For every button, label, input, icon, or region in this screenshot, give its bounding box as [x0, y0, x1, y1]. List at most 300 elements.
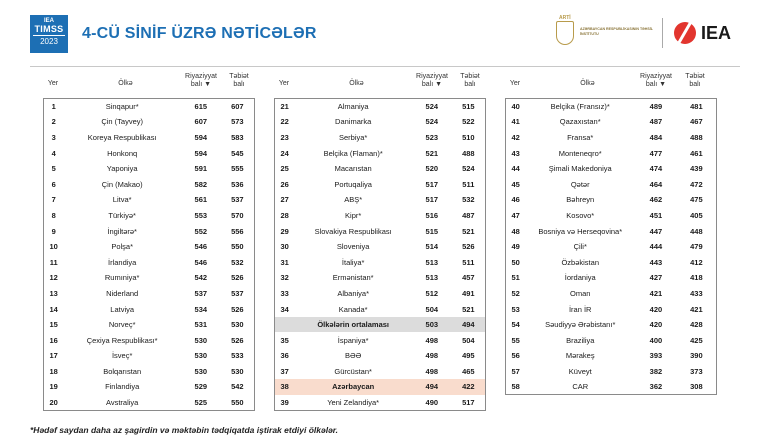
- table-row: [44, 192, 255, 208]
- table-row: [275, 286, 486, 302]
- rank-cell: 35: [280, 335, 289, 345]
- science-score-cell: 532: [231, 257, 244, 267]
- country-cell: İrlandiya: [107, 257, 137, 267]
- rank-cell: 43: [511, 148, 520, 158]
- rank-cell: 52: [511, 288, 520, 298]
- average-row: [275, 317, 486, 333]
- math-score-cell: 594: [194, 148, 208, 158]
- arti-logo-name: ARTİ: [559, 15, 571, 21]
- rank-cell: 33: [280, 288, 289, 298]
- country-cell: CAR: [572, 382, 589, 392]
- country-cell: İsveç*: [111, 351, 133, 361]
- table-row: [275, 301, 486, 317]
- table-row: [275, 239, 486, 255]
- rank-cell: 8: [51, 210, 56, 220]
- table-row: [44, 145, 255, 161]
- science-score-cell: 542: [231, 382, 244, 392]
- science-score-cell: 573: [231, 117, 244, 127]
- country-cell: İngiltərə*: [107, 226, 137, 236]
- science-score-cell: 488: [690, 132, 703, 142]
- table-row: [275, 364, 486, 380]
- table-row: [506, 176, 717, 192]
- math-score-cell: 487: [649, 117, 663, 127]
- science-score-cell: 537: [231, 288, 244, 298]
- math-score-cell: 503: [412, 317, 452, 333]
- table-row: [506, 161, 717, 177]
- science-score-cell: 405: [690, 210, 703, 220]
- math-score-cell: 534: [194, 304, 208, 314]
- country-cell: Latviya: [110, 304, 135, 314]
- rank-cell: 51: [511, 273, 520, 283]
- science-score-cell: 425: [690, 335, 703, 345]
- country-cell: Küveyt: [568, 366, 592, 376]
- header-math: Riyaziyyat balı ▼: [416, 73, 448, 88]
- math-score-cell: 542: [194, 273, 208, 283]
- rank-cell: 30: [280, 242, 289, 252]
- rank-cell: 19: [49, 382, 58, 392]
- science-score-cell: 570: [231, 210, 244, 220]
- country-cell: Sloveniya: [336, 242, 370, 252]
- rank-cell: 39: [280, 397, 289, 407]
- country-cell: Kipr*: [345, 210, 362, 220]
- science-score-cell: 524: [462, 164, 475, 174]
- country-cell: Belçika (Flaman)*: [323, 148, 383, 158]
- timss-logo-iea: IEA: [43, 18, 54, 24]
- math-score-cell: 524: [425, 117, 439, 127]
- science-score-cell: 475: [690, 195, 703, 205]
- science-score-cell: 457: [462, 273, 475, 283]
- science-score-cell: 521: [462, 304, 475, 314]
- country-cell: Avstraliya: [105, 397, 139, 407]
- math-score-cell: 447: [649, 226, 663, 236]
- country-cell: Finlandiya: [105, 382, 140, 392]
- science-score-cell: 550: [231, 242, 244, 252]
- rank-cell: 3: [51, 132, 56, 142]
- math-score-cell: 530: [194, 335, 208, 345]
- science-score-cell: 412: [690, 257, 703, 267]
- math-score-cell: 537: [194, 288, 208, 298]
- table-row: [44, 395, 255, 411]
- table-row: [275, 130, 486, 146]
- math-score-cell: 474: [649, 164, 663, 174]
- math-score-cell: 498: [425, 351, 439, 361]
- rank-cell: 49: [511, 242, 520, 252]
- country-cell: Çexiya Respublikası*: [86, 335, 158, 345]
- header-rank: Yer: [509, 80, 521, 87]
- math-score-cell: 552: [194, 226, 208, 236]
- country-cell: BƏƏ: [345, 351, 362, 361]
- results-table-2: [274, 98, 486, 411]
- math-score-cell: 420: [649, 304, 663, 314]
- country-cell: Rumıniya*: [104, 273, 140, 283]
- table-row: [275, 145, 486, 161]
- rank-cell: 58: [511, 382, 520, 392]
- header-rank: Yer: [278, 80, 290, 87]
- science-score-cell: 487: [462, 210, 475, 220]
- country-cell: Yaponiya: [106, 164, 138, 174]
- math-score-cell: 520: [425, 164, 439, 174]
- table-row: [275, 161, 486, 177]
- rank-cell: 50: [511, 257, 520, 267]
- rank-cell: 57: [511, 366, 520, 376]
- rank-cell: 34: [280, 304, 289, 314]
- rank-cell: 26: [280, 179, 289, 189]
- table-row: [275, 348, 486, 364]
- country-cell: Mərakeş: [565, 351, 595, 361]
- country-cell: Litva*: [112, 195, 132, 205]
- column-headers-3: [505, 73, 717, 95]
- table-row: [275, 192, 486, 208]
- table-row: [44, 208, 255, 224]
- math-score-cell: 591: [194, 164, 208, 174]
- country-cell: Bosniya və Herseqovina*: [538, 226, 623, 236]
- science-score-cell: 511: [462, 179, 475, 189]
- science-score-cell: 491: [462, 288, 475, 298]
- rank-cell: 27: [280, 195, 289, 205]
- rank-cell: [275, 317, 295, 333]
- header-science: Təbiət balı: [229, 73, 249, 88]
- header-country: Ölkə: [118, 80, 133, 87]
- table-row: [275, 395, 486, 411]
- footnote: *Hədəf saydan daha az şagirdin və məktəbin tədqiqatda iştirak etdiyi ölkələr.: [30, 425, 338, 435]
- rank-cell: 42: [511, 132, 520, 142]
- math-score-cell: 443: [649, 257, 663, 267]
- science-score-cell: 308: [690, 382, 703, 392]
- science-score-cell: 461: [690, 148, 703, 158]
- math-score-cell: 561: [194, 195, 208, 205]
- table-row: [506, 379, 717, 395]
- header-math: Riyaziyyat balı ▼: [640, 73, 672, 88]
- country-cell: Türkiyə*: [108, 210, 136, 220]
- rank-cell: 6: [51, 179, 56, 189]
- science-score-cell: 418: [690, 273, 703, 283]
- country-cell: Macarıstan: [334, 164, 372, 174]
- country-cell: Bolqarıstan: [103, 366, 142, 376]
- table-row: [506, 145, 717, 161]
- rank-cell: 31: [280, 257, 289, 267]
- rank-cell: 5: [51, 164, 56, 174]
- country-cell: Fransa*: [567, 132, 594, 142]
- rank-cell: 54: [511, 320, 520, 330]
- science-score-cell: 526: [231, 335, 244, 345]
- rank-cell: 24: [280, 148, 289, 158]
- science-score-cell: 504: [462, 335, 475, 345]
- logo-divider: [662, 18, 663, 48]
- rank-cell: 16: [49, 335, 58, 345]
- rank-cell: 55: [511, 335, 520, 345]
- table-row: [44, 239, 255, 255]
- table-row: [275, 114, 486, 130]
- column-headers-1: [43, 73, 255, 95]
- header-math: Riyaziyyat balı ▼: [185, 73, 217, 88]
- math-score-cell: 477: [649, 148, 663, 158]
- math-score-cell: 382: [649, 366, 663, 376]
- country-cell: Çili*: [573, 242, 587, 252]
- table-row: [275, 99, 486, 115]
- science-score-cell: 467: [690, 117, 703, 127]
- country-cell: Almaniya: [337, 102, 369, 112]
- table-row: [44, 332, 255, 348]
- table-row: [506, 223, 717, 239]
- rank-cell: 23: [280, 132, 289, 142]
- country-cell: Oman: [570, 288, 591, 298]
- country-cell: Slovakiya Respublikası: [314, 226, 392, 236]
- rank-cell: 11: [49, 257, 58, 267]
- country-cell: Qətər: [570, 179, 590, 189]
- math-score-cell: 513: [425, 273, 439, 283]
- country-cell: Braziliya: [566, 335, 595, 345]
- science-score-cell: 607: [231, 102, 244, 112]
- table-row: [506, 239, 717, 255]
- science-score-cell: 422: [452, 379, 486, 395]
- table-row: [44, 114, 255, 130]
- rank-cell: 32: [280, 273, 289, 283]
- arti-logo-text: AZƏRBAYCAN RESPUBLİKASININ TƏHSİL İNSTİTUTU: [580, 27, 653, 36]
- table-row: [44, 301, 255, 317]
- rank-cell: 20: [49, 397, 58, 407]
- rank-cell: 25: [280, 164, 289, 174]
- country-cell: Belçika (Fransız)*: [550, 102, 610, 112]
- table-row: [44, 223, 255, 239]
- rank-cell: 36: [280, 351, 289, 361]
- science-score-cell: 495: [462, 351, 475, 361]
- arti-logo: [556, 15, 656, 46]
- table-row: [506, 301, 717, 317]
- math-score-cell: 462: [649, 195, 663, 205]
- rank-cell: 22: [280, 117, 289, 127]
- rank-cell: 29: [280, 226, 289, 236]
- table-row: [275, 270, 486, 286]
- country-cell: Yeni Zelandiya*: [327, 397, 380, 407]
- rank-cell: 1: [51, 102, 56, 112]
- science-score-cell: 421: [690, 304, 703, 314]
- rank-cell: 53: [511, 304, 520, 314]
- country-cell: Portuqaliya: [334, 179, 372, 189]
- math-score-cell: 525: [194, 397, 208, 407]
- rank-cell: 46: [511, 195, 520, 205]
- science-score-cell: 526: [231, 304, 244, 314]
- math-score-cell: 484: [649, 132, 663, 142]
- math-score-cell: 490: [425, 397, 439, 407]
- header-science: Təbiət balı: [460, 73, 480, 88]
- country-cell: Sinqapur*: [105, 102, 139, 112]
- rank-cell: 2: [51, 117, 56, 127]
- table-row: [275, 208, 486, 224]
- country-cell: Özbəkistan: [561, 257, 599, 267]
- table-row: [44, 130, 255, 146]
- math-score-cell: 531: [194, 320, 208, 330]
- rank-cell: 44: [511, 164, 520, 174]
- math-score-cell: 464: [649, 179, 663, 189]
- rank-cell: 40: [511, 102, 520, 112]
- science-score-cell: 533: [231, 351, 244, 361]
- table-row: [506, 332, 717, 348]
- math-score-cell: 444: [649, 242, 663, 252]
- rank-cell: 14: [49, 304, 58, 314]
- rank-cell: 41: [511, 117, 520, 127]
- math-score-cell: 513: [425, 257, 439, 267]
- country-cell: Niderland: [106, 288, 139, 298]
- table-row: [44, 286, 255, 302]
- timss-logo-year: 2023: [33, 35, 65, 46]
- country-cell: Səudiyyə Ərəbistanı*: [545, 320, 616, 330]
- header-rank: Yer: [47, 80, 59, 87]
- table-row: [44, 270, 255, 286]
- math-score-cell: 594: [194, 132, 208, 142]
- country-cell: Albaniya*: [337, 288, 370, 298]
- table-row: [44, 379, 255, 395]
- math-score-cell: 400: [649, 335, 663, 345]
- science-score-cell: 428: [690, 320, 703, 330]
- science-score-cell: 530: [231, 320, 244, 330]
- country-cell: İordaniya: [564, 273, 596, 283]
- math-score-cell: 514: [425, 242, 439, 252]
- country-cell: İspaniya*: [337, 335, 369, 345]
- math-score-cell: 512: [425, 288, 439, 298]
- science-score-cell: 479: [690, 242, 703, 252]
- math-score-cell: 582: [194, 179, 208, 189]
- science-score-cell: 521: [462, 226, 475, 236]
- country-cell: Gürcüstan*: [334, 366, 372, 376]
- math-score-cell: 421: [649, 288, 663, 298]
- math-score-cell: 516: [425, 210, 439, 220]
- country-cell: Şimali Makedoniya: [548, 164, 612, 174]
- rank-cell: 45: [511, 179, 520, 189]
- page-title: 4-CÜ SİNİF ÜZRƏ NƏTİCƏLƏR: [82, 25, 317, 42]
- rank-cell: 10: [49, 242, 58, 252]
- highlighted-row: [275, 379, 486, 395]
- math-score-cell: 489: [649, 102, 663, 112]
- country-cell: Kanada*: [338, 304, 368, 314]
- math-score-cell: 615: [194, 102, 208, 112]
- iea-logo-text: IEA: [701, 23, 732, 43]
- country-cell: Danimarka: [335, 117, 372, 127]
- science-score-cell: 526: [231, 273, 244, 283]
- rank-cell: 12: [49, 273, 58, 283]
- country-cell: Kosovo*: [566, 210, 595, 220]
- rank-cell: 21: [280, 102, 289, 112]
- country-cell: Bəhreyn: [566, 195, 595, 205]
- science-score-cell: 530: [231, 366, 244, 376]
- table-row: [506, 364, 717, 380]
- country-cell: Çin (Makao): [101, 179, 143, 189]
- table-row: [506, 192, 717, 208]
- science-score-cell: 522: [462, 117, 475, 127]
- science-score-cell: 373: [690, 366, 703, 376]
- math-score-cell: 523: [425, 132, 439, 142]
- science-score-cell: 439: [690, 164, 703, 174]
- rank-cell: 7: [51, 195, 56, 205]
- science-score-cell: 555: [231, 164, 244, 174]
- science-score-cell: 448: [690, 226, 703, 236]
- column-headers-2: [274, 73, 486, 95]
- header-science: Təbiət balı: [685, 73, 705, 88]
- arti-emblem-icon: [556, 21, 574, 45]
- science-score-cell: 494: [452, 317, 486, 333]
- table-row: [506, 254, 717, 270]
- science-score-cell: 583: [231, 132, 244, 142]
- math-score-cell: 494: [412, 379, 452, 395]
- table-row: [506, 208, 717, 224]
- math-score-cell: 504: [425, 304, 439, 314]
- table-row: [506, 286, 717, 302]
- country-cell: Ölkələrin ortalaması: [294, 317, 412, 333]
- rank-cell: 28: [280, 210, 289, 220]
- table-row: [275, 223, 486, 239]
- table-row: [506, 348, 717, 364]
- math-score-cell: 393: [649, 351, 663, 361]
- country-cell: Polşa*: [111, 242, 133, 252]
- math-score-cell: 607: [194, 117, 208, 127]
- science-score-cell: 515: [462, 102, 475, 112]
- science-score-cell: 390: [690, 351, 703, 361]
- iea-disc-icon: [674, 22, 696, 44]
- rank-cell: 4: [51, 148, 56, 158]
- country-cell: Serbiya*: [338, 132, 368, 142]
- header-divider: [30, 66, 740, 67]
- rank-cell: 47: [511, 210, 520, 220]
- country-cell: Çin (Tayvey): [101, 117, 143, 127]
- table-row: [275, 332, 486, 348]
- math-score-cell: 498: [425, 366, 439, 376]
- country-cell: Norveç*: [108, 320, 136, 330]
- table-row: [44, 364, 255, 380]
- table-row: [506, 130, 717, 146]
- math-score-cell: 553: [194, 210, 208, 220]
- science-score-cell: 556: [231, 226, 244, 236]
- science-score-cell: 536: [231, 179, 244, 189]
- math-score-cell: 427: [649, 273, 663, 283]
- table-row: [275, 176, 486, 192]
- rank-cell: 17: [49, 351, 58, 361]
- country-cell: Koreya Respublikası: [87, 132, 157, 142]
- science-score-cell: 488: [462, 148, 475, 158]
- rank-cell: 48: [511, 226, 520, 236]
- table-row: [44, 317, 255, 333]
- country-cell: Azərbaycan: [294, 379, 412, 395]
- rank-cell: 9: [51, 226, 56, 236]
- results-table-3: [505, 98, 717, 395]
- timss-logo: [30, 15, 68, 53]
- math-score-cell: 515: [425, 226, 439, 236]
- math-score-cell: 420: [649, 320, 663, 330]
- rank-cell: 15: [49, 320, 58, 330]
- header-country: Ölkə: [580, 80, 595, 87]
- science-score-cell: 517: [462, 397, 475, 407]
- country-cell: Ermənistan*: [332, 273, 374, 283]
- science-score-cell: 526: [462, 242, 475, 252]
- math-score-cell: 521: [425, 148, 439, 158]
- science-score-cell: 481: [690, 102, 703, 112]
- science-score-cell: 532: [462, 195, 475, 205]
- math-score-cell: 530: [194, 351, 208, 361]
- rank-cell: 18: [49, 366, 58, 376]
- table-row: [506, 270, 717, 286]
- table-row: [506, 99, 717, 115]
- science-score-cell: 511: [462, 257, 475, 267]
- results-table-1: [43, 98, 255, 411]
- math-score-cell: 529: [194, 382, 208, 392]
- math-score-cell: 546: [194, 242, 208, 252]
- table-row: [44, 176, 255, 192]
- country-cell: Monteneqro*: [558, 148, 602, 158]
- science-score-cell: 537: [231, 195, 244, 205]
- country-cell: Honkonq: [107, 148, 138, 158]
- math-score-cell: 362: [649, 382, 663, 392]
- math-score-cell: 451: [649, 210, 663, 220]
- science-score-cell: 545: [231, 148, 244, 158]
- math-score-cell: 517: [425, 195, 439, 205]
